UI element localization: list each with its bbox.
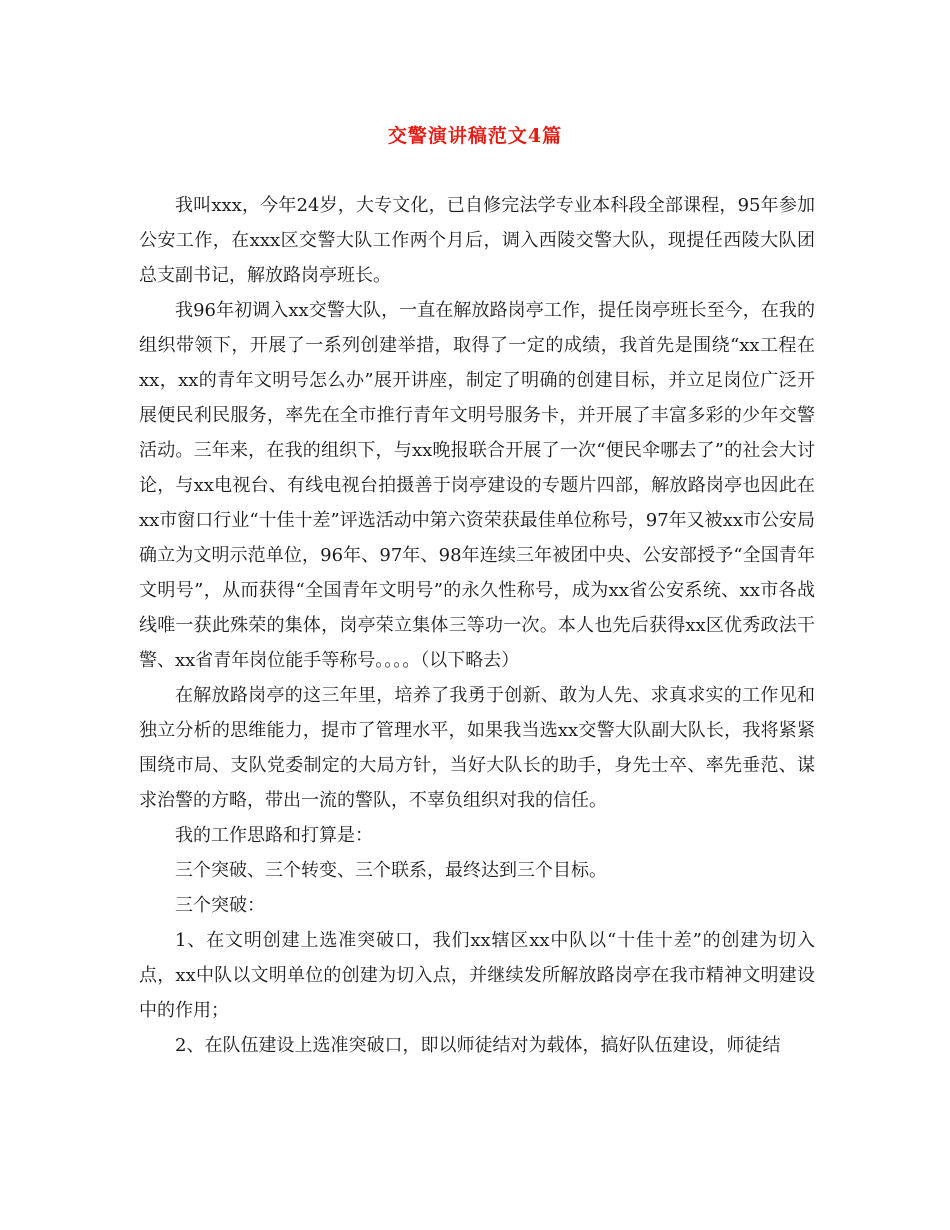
paragraph-plan-summary: 三个突破、三个转变、三个联系，最终达到三个目标。 [175,860,607,881]
list-item-breakthrough-2: 2、在队伍建设上选准突破口，即以师徒结对为载体，搞好队伍建设，师徒结 [175,1035,781,1056]
paragraph-work-plan-heading: 我的工作思路和打算是： [175,825,373,846]
list-item-breakthrough-1: 1、在文明创建上选准突破口，我们xx辖区xx中队以“十佳十差”的创建为切入点，xx中队以文明单位的创建为切入点，并继续发所解放路岗亭在我市精神文明建设中的作用； [139,930,815,1021]
paragraph-commitment: 在解放路岗亭的这三年里，培养了我勇于创新、敢为人先、求真求实的工作见和独立分析的思维能力，提市了管理水平，如果我当选xx交警大队副大队长，我将紧紧围绕市局、支队党委制定的大局方针，当好大队长的助手，身先士卒、率先垂范、谋求治警的方略，带出一流的警队，不辜负组织对我的信任。 [139,685,815,811]
document-body [139,188,815,1063]
paragraph-achievements: 我96年初调入xx交警大队，一直在解放路岗亭工作，提任岗亭班长至今，在我的组织带领下，开展了一系列创建举措，取得了一定的成绩，我首先是围绕“xx工程在xx，xx的青年文明号怎么办”展开讲座，制定了明确的创建目标，并立足岗位广泛开展便民利民服务，率先在全市推行青年文明号服务卡，并开展了丰富多彩的少年交警活动。三年来，在我的组织下，与xx晚报联合开展了一次“便民伞哪去了”的社会大讨论，与xx电视台、有线电视台拍摄善于岗亭建设的专题片四部，解放路岗亭也因此在xx市窗口行业“十佳十差”评选活动中第六资荣获最佳单位称号，97年又被xx市公安局确立为文明示范单位，96年、97年、98年连续三年被团中央、公安部授予“全国青年文明号”，从而获得“全国青年文明号”的永久性称号，成为xx省公安系统、xx市各战线唯一获此殊荣的集体，岗亭荣立集体三等功一次。本人也先后获得xx区优秀政法干警、xx省青年岗位能手等称号。。。。（以下略去） [139,300,815,671]
document-title: 交警演讲稿范文4篇 [387,125,563,147]
paragraph-introduction: 我叫xxx，今年24岁，大专文化，已自修完法学专业本科段全部课程，95年参加公安工作，在xxx区交警大队工作两个月后，调入西陵交警大队，现提任西陵大队团总支副书记，解放路岗亭班长。 [139,195,815,286]
paragraph-three-breakthroughs-heading: 三个突破： [175,895,265,916]
